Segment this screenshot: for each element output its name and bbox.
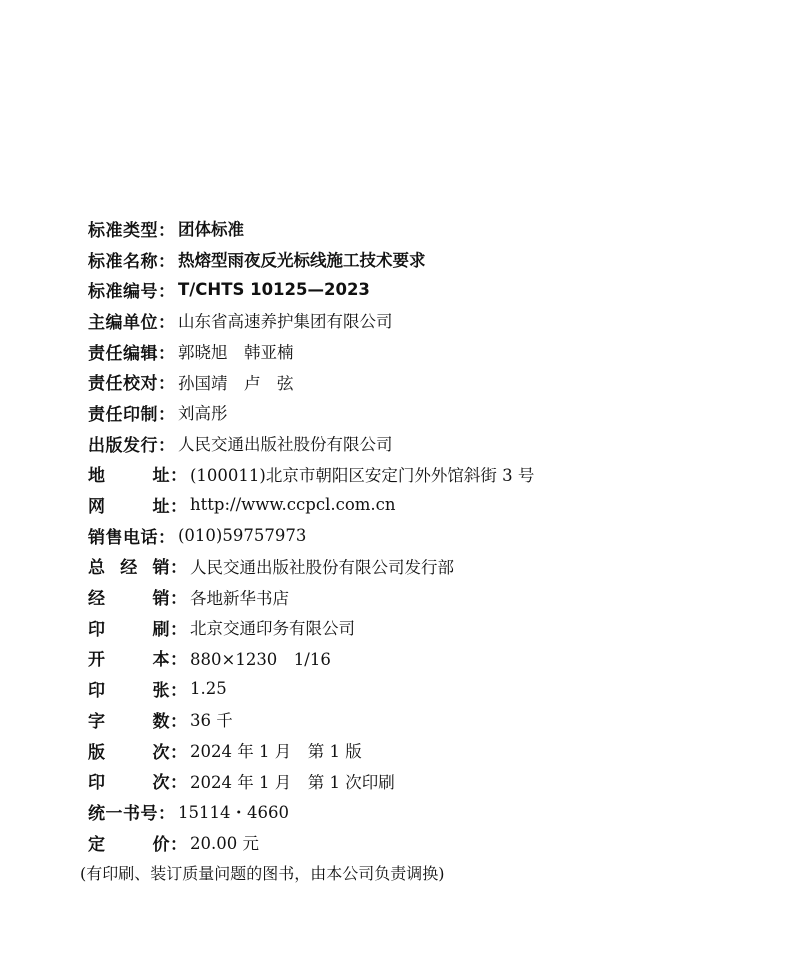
field-colon: ： xyxy=(170,589,187,610)
colophon-row-standard-type xyxy=(88,213,778,244)
field-label: 责任印制 xyxy=(88,404,158,425)
field-value: T/CHTS 10125—2023 xyxy=(178,280,370,300)
colophon-note-row xyxy=(80,857,778,888)
field-colon: ： xyxy=(158,282,175,303)
field-label: 主编单位 xyxy=(88,312,158,333)
field-value: 2024 年 1 月 第 1 次印刷 xyxy=(190,772,395,792)
field-colon: ： xyxy=(170,742,187,763)
field-colon: ： xyxy=(158,343,175,364)
colophon-row-publisher xyxy=(88,428,778,459)
colophon-row-sales-phone xyxy=(88,520,778,551)
field-value: http://www.ccpcl.com.cn xyxy=(190,495,396,515)
field-label: 销售电话 xyxy=(88,527,158,548)
colophon-row-standard-number xyxy=(88,274,778,305)
field-label: 地 址 xyxy=(88,466,170,487)
field-value: (100011)北京市朝阳区安定门外外馆斜街 3 号 xyxy=(190,465,535,485)
field-value: 1.25 xyxy=(190,679,227,699)
field-value: 人民交通出版社股份有限公司发行部 xyxy=(190,557,454,577)
colophon-rows xyxy=(88,213,778,857)
colophon-row-book-number xyxy=(88,796,778,827)
field-label: 标准编号 xyxy=(88,282,158,303)
field-label: 印 次 xyxy=(88,773,170,794)
colophon-row-chief-editor-unit xyxy=(88,305,778,336)
field-value: 郭晓旭 韩亚楠 xyxy=(178,343,294,363)
colophon-row-edition xyxy=(88,735,778,766)
field-value: (010)59757973 xyxy=(178,525,307,545)
field-label: 字 数 xyxy=(88,711,170,732)
field-colon: ： xyxy=(158,251,175,272)
field-value: 山东省高速养护集团有限公司 xyxy=(178,312,393,332)
colophon-row-impression xyxy=(88,765,778,796)
colophon-row-print-supervisor xyxy=(88,397,778,428)
field-value: 20.00 元 xyxy=(190,834,259,854)
field-label: 经 销 xyxy=(88,589,170,610)
field-label: 印 刷 xyxy=(88,619,170,640)
field-value: 孙国靖 卢 弦 xyxy=(178,373,294,393)
field-colon: ： xyxy=(170,773,187,794)
field-colon: ： xyxy=(158,803,175,824)
field-label: 印 张 xyxy=(88,681,170,702)
field-colon: ： xyxy=(158,374,175,395)
colophon-row-printed-sheets xyxy=(88,673,778,704)
colophon-row-distributor xyxy=(88,581,778,612)
field-label: 责任校对 xyxy=(88,374,158,395)
field-colon: ： xyxy=(158,404,175,425)
field-value: 15114・4660 xyxy=(178,803,289,823)
field-label: 网 址 xyxy=(88,497,170,518)
field-colon: ： xyxy=(158,435,175,456)
field-value: 北京交通印务有限公司 xyxy=(190,619,355,639)
colophon-row-format xyxy=(88,643,778,674)
field-label: 标准名称 xyxy=(88,251,158,272)
field-colon: ： xyxy=(170,650,187,671)
field-colon: ： xyxy=(170,497,187,518)
field-colon: ： xyxy=(170,834,187,855)
colophon-row-proofreader xyxy=(88,366,778,397)
field-value: 各地新华书店 xyxy=(190,588,289,608)
field-label: 责任编辑 xyxy=(88,343,158,364)
colophon-row-price xyxy=(88,827,778,858)
field-colon: ： xyxy=(170,466,187,487)
field-label: 定 价 xyxy=(88,834,170,855)
field-label: 标准类型 xyxy=(88,220,158,241)
field-label: 统一书号 xyxy=(88,803,158,824)
field-value: 人民交通出版社股份有限公司 xyxy=(178,435,393,455)
field-value: 热熔型雨夜反光标线施工技术要求 xyxy=(178,251,426,271)
colophon-block xyxy=(80,213,778,888)
colophon-row-editor-in-charge xyxy=(88,336,778,367)
field-value: 2024 年 1 月 第 1 版 xyxy=(190,742,362,762)
field-label: 开 本 xyxy=(88,650,170,671)
field-label: 总 经 销 xyxy=(88,558,170,579)
field-value: 36 千 xyxy=(190,711,233,731)
colophon-row-general-distributor xyxy=(88,551,778,582)
field-value: 刘高彤 xyxy=(178,404,228,424)
quality-note: (有印刷、装订质量问题的图书，由本公司负责调换) xyxy=(80,864,445,884)
field-colon: ： xyxy=(170,681,187,702)
field-colon: ： xyxy=(158,527,175,548)
colophon-row-address xyxy=(88,459,778,490)
colophon-row-word-count xyxy=(88,704,778,735)
colophon-row-printer xyxy=(88,612,778,643)
field-colon: ： xyxy=(170,619,187,640)
field-colon: ： xyxy=(170,558,187,579)
field-colon: ： xyxy=(170,711,187,732)
field-value: 880×1230 1/16 xyxy=(190,649,331,669)
field-colon: ： xyxy=(158,220,175,241)
field-value: 团体标准 xyxy=(178,220,244,240)
colophon-row-website xyxy=(88,489,778,520)
field-colon: ： xyxy=(158,312,175,333)
field-label: 出版发行 xyxy=(88,435,158,456)
field-label: 版 次 xyxy=(88,742,170,763)
colophon-row-standard-name xyxy=(88,244,778,275)
